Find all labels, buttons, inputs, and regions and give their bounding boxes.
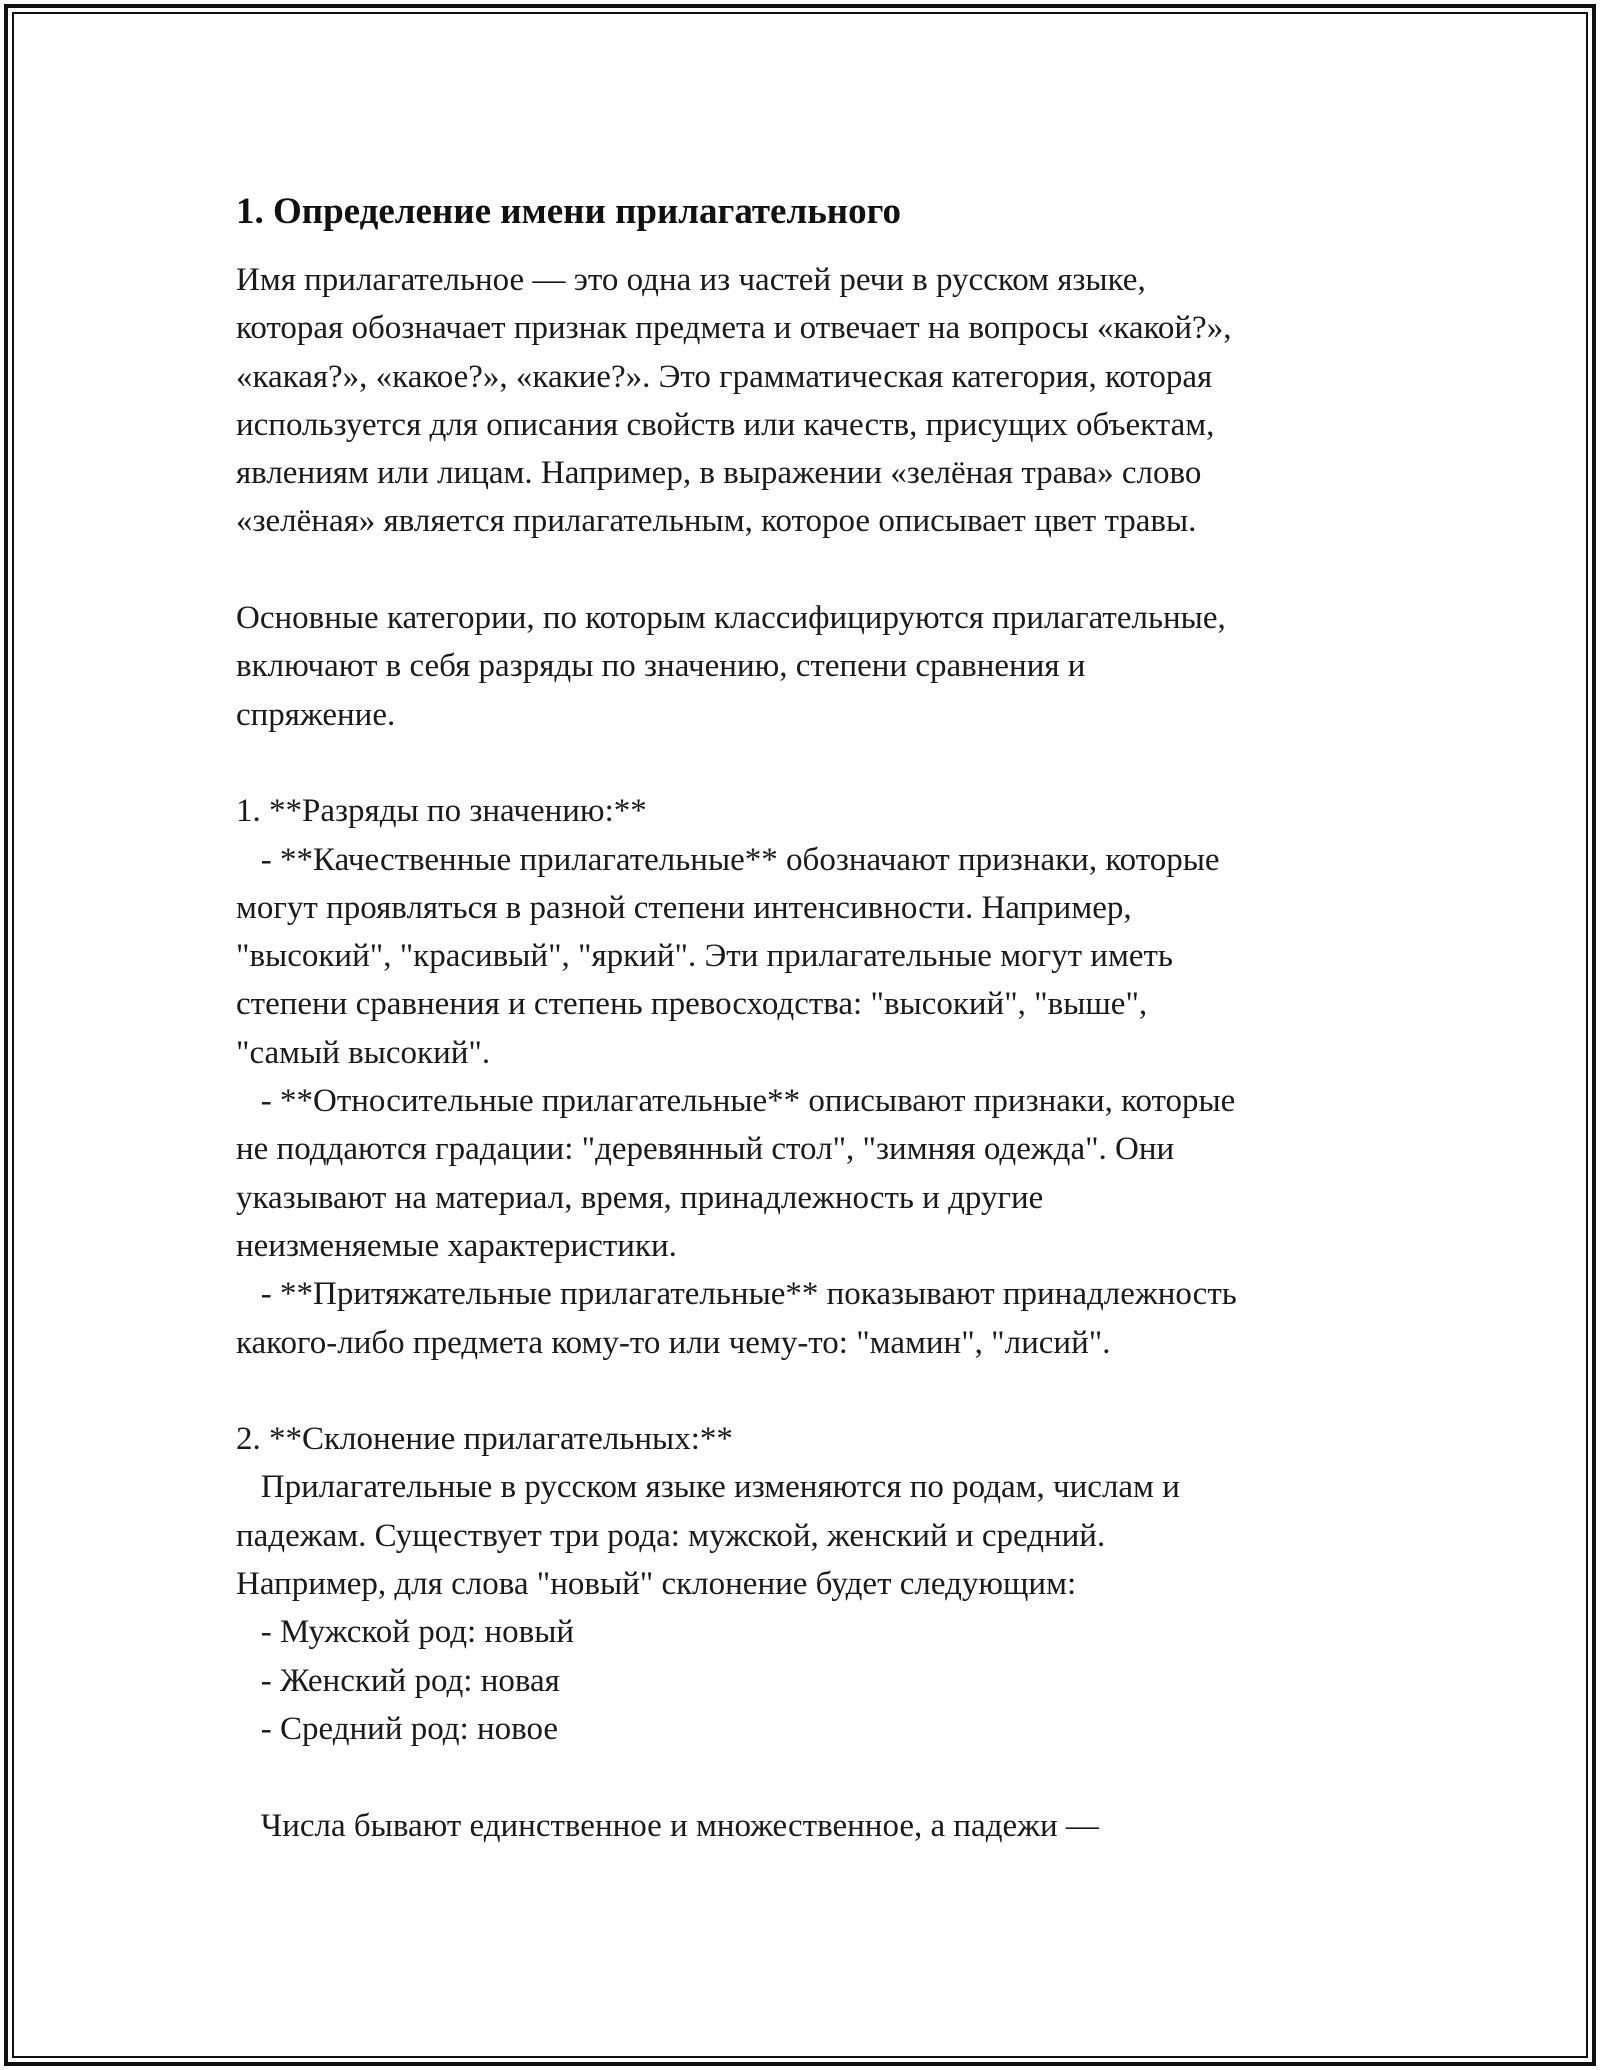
meaning-categories-section	[236, 787, 1366, 1367]
paragraph-gap	[236, 546, 1366, 594]
text-line: "самый высокий".	[236, 1034, 491, 1071]
text-line: Например, для слова "новый" склонение будет следующим:	[236, 1566, 1077, 1603]
text-line: которая обозначает признак предмета и отвечает на вопросы «какой?»,	[236, 310, 1232, 347]
paragraph-gap	[236, 739, 1366, 787]
text-line: - **Притяжательные прилагательные** показывают принадлежность	[236, 1276, 1237, 1313]
text-line: не поддаются градации: "деревянный стол", "зимняя одежда". Они	[236, 1131, 1175, 1168]
text-line: «какая?», «какое?», «какие?». Это грамматическая категория, которая	[236, 358, 1213, 395]
text-line: - **Качественные прилагательные** обозначают признаки, которые	[236, 841, 1220, 878]
text-line: - **Относительные прилагательные** описывают признаки, которые	[236, 1083, 1236, 1120]
categories-paragraph	[236, 594, 1366, 739]
text-line: какого-либо предмета кому-то или чему-то: "мамин", "лисий".	[236, 1324, 1111, 1361]
document-page	[236, 188, 1366, 1850]
text-line: неизменяемые характеристики.	[236, 1227, 677, 1264]
text-line: спряжение.	[236, 696, 396, 733]
intro-paragraph	[236, 256, 1366, 546]
text-line: явлениям или лицам. Например, в выражении «зелёная трава» слово	[236, 455, 1202, 492]
closing-paragraph	[236, 1802, 1366, 1850]
paragraph-gap	[236, 1753, 1366, 1801]
text-line: «зелёная» является прилагательным, которое описывает цвет травы.	[236, 503, 1197, 540]
list-item: - Средний род: новое	[236, 1710, 559, 1747]
text-line: используется для описания свойств или качеств, присущих объектам,	[236, 406, 1215, 443]
text-line: Имя прилагательное — это одна из частей речи в русском языке,	[236, 262, 1146, 298]
list-item-title: 1. **Разряды по значению:**	[236, 793, 647, 830]
text-line: Числа бывают единственное и множественное, а падежи —	[236, 1807, 1099, 1844]
list-item-title: 2. **Склонение прилагательных:**	[236, 1421, 733, 1458]
text-line: Основные категории, по которым классифицируются прилагательные,	[236, 600, 1226, 637]
text-line: включают в себя разряды по значению, степени сравнения и	[236, 648, 1086, 685]
text-line: Прилагательные в русском языке изменяются по родам, числам и	[236, 1469, 1180, 1506]
list-item: - Женский род: новая	[236, 1662, 560, 1699]
paragraph-gap	[236, 1367, 1366, 1415]
text-line: степени сравнения и степень превосходства: "высокий", "выше",	[236, 986, 1148, 1023]
text-line: указывают на материал, время, принадлежность и другие	[236, 1179, 1044, 1216]
declension-section	[236, 1415, 1366, 1753]
text-line: падежам. Существует три рода: мужской, женский и средний.	[236, 1517, 1106, 1554]
text-line: могут проявляться в разной степени интенсивности. Например,	[236, 889, 1132, 926]
section-heading: 1. Определение имени прилагательного	[236, 191, 902, 232]
list-item: - Мужской род: новый	[236, 1614, 575, 1651]
text-line: "высокий", "красивый", "яркий". Эти прилагательные могут иметь	[236, 938, 1173, 975]
